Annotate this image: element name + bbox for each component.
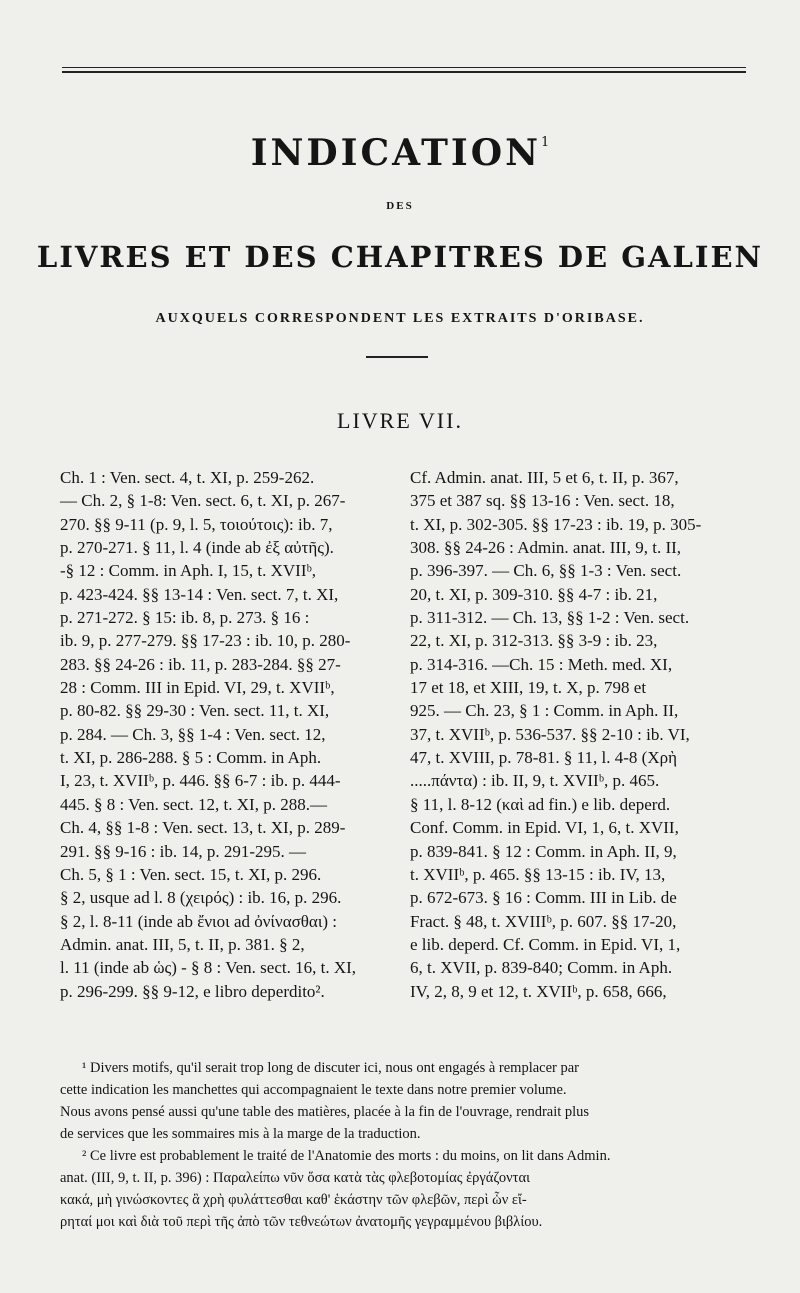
- column-line: Ch. 4, §§ 1-8 : Ven. sect. 13, t. XI, p. 289-: [60, 818, 346, 838]
- column-line: I, 23, t. XVIIᵇ, p. 446. §§ 6-7 : ib. p. 444-: [60, 771, 341, 791]
- footnote-line: cette indication les manchettes qui accompagnaient le texte dans notre premier volume.: [60, 1082, 567, 1098]
- column-line: Ch. 5, § 1 : Ven. sect. 15, t. XI, p. 296.: [60, 864, 322, 884]
- column-line: p. 396-397. — Ch. 6, §§ 1-3 : Ven. sect.: [410, 561, 682, 581]
- column-line: 291. §§ 9-16 : ib. 14, p. 291-295. —: [60, 841, 307, 861]
- column-line: 925. — Ch. 23, § 1 : Comm. in Aph. II,: [410, 701, 679, 721]
- column-line: .....πάντα) : ib. II, 9, t. XVIIᵇ, p. 465.: [410, 771, 660, 791]
- column-line: ib. 9, p. 277-279. §§ 17-23 : ib. 10, p. 280-: [60, 631, 351, 651]
- footnote-line: Nous avons pensé aussi qu'une table des matières, placée à la fin de l'ouvrage, rendrait plus: [60, 1104, 590, 1120]
- footnote-line: ρηταί μοι καὶ διὰ τοῦ περὶ τῆς ἀπὸ τῶν τεθνεώτων ἀνατομῆς γεγραμμένου βιβλίου.: [60, 1214, 543, 1230]
- footnotes: [60, 1057, 750, 1233]
- footnote-line: anat. (III, 9, t. II, p. 396) : Παραλείπω νῦν ὅσα κατὰ τὰς φλεβοτομίας ἐργάζονται: [60, 1170, 530, 1186]
- header-rule-thin: [62, 67, 746, 68]
- column-line: 283. §§ 24-26 : ib. 11, p. 283-284. §§ 27-: [60, 654, 341, 674]
- column-line: 47, t. XVIII, p. 78-81. § 11, l. 4-8 (Χρὴ: [410, 748, 677, 768]
- footnote-line: κακά, μὴ γινώσκοντες ἃ χρὴ φυλάττεσθαι καθ' ἑκάστην τῶν φλεβῶν, περὶ ὧν εἴ-: [60, 1192, 527, 1208]
- title-footnote-marker: 1: [541, 135, 550, 150]
- column-line: Conf. Comm. in Epid. VI, 1, 6, t. XVII,: [410, 818, 679, 838]
- column-line: p. 80-82. §§ 29-30 : Ven. sect. 11, t. XI,: [60, 701, 330, 721]
- column-line: e lib. deperd. Cf. Comm. in Epid. VI, 1,: [410, 934, 681, 954]
- column-line: § 2, l. 8-11 (inde ab ἔνιοι ad ὀνίνασθαι) :: [60, 911, 338, 931]
- column-line: § 2, usque ad l. 8 (χειρός) : ib. 16, p. 296.: [60, 888, 342, 908]
- column-line: -§ 12 : Comm. in Aph. I, 15, t. XVIIᵇ,: [60, 561, 317, 581]
- column-line: Admin. anat. III, 5, t. II, p. 381. § 2,: [60, 934, 305, 954]
- column-line: l. 11 (inde ab ὡς) - § 8 : Ven. sect. 16, t. XI,: [60, 958, 357, 978]
- page-title: [0, 132, 800, 174]
- column-line: p. 271-272. § 15: ib. 8, p. 273. § 16 :: [60, 608, 310, 628]
- column-line: p. 314-316. —Ch. 15 : Meth. med. XI,: [410, 654, 673, 674]
- column-line: p. 672-673. § 16 : Comm. III in Lib. de: [410, 888, 677, 908]
- column-line: 37, t. XVIIᵇ, p. 536-537. §§ 2-10 : ib. VI,: [410, 724, 690, 744]
- column-line: 270. §§ 9-11 (p. 9, l. 5, τοιούτοις): ib. 7,: [60, 514, 333, 534]
- page-subtitle: LIVRES ET DES CHAPITRES DE GALIEN: [36, 240, 764, 274]
- column-line: p. 423-424. §§ 13-14 : Ven. sect. 7, t. XI,: [60, 584, 339, 604]
- column-line: t. XI, p. 302-305. §§ 17-23 : ib. 19, p. 305-: [410, 514, 702, 534]
- column-line: 22, t. XI, p. 312-313. §§ 3-9 : ib. 23,: [410, 631, 658, 651]
- column-line: p. 296-299. §§ 9-12, e libro deperdito².: [60, 981, 325, 1001]
- footnote-line: ¹ Divers motifs, qu'il serait trop long de discuter ici, nous ont engagés à remplacer par: [82, 1060, 580, 1076]
- column-line: p. 284. — Ch. 3, §§ 1-4 : Ven. sect. 12,: [60, 724, 326, 744]
- column-line: Cf. Admin. anat. III, 5 et 6, t. II, p. 367,: [410, 468, 679, 487]
- section-divider: [366, 356, 428, 358]
- column-line: p. 270-271. § 11, l. 4 (inde ab ἐξ αὐτῆς).: [60, 538, 334, 558]
- column-line: 375 et 387 sq. §§ 13-16 : Ven. sect. 18,: [410, 491, 675, 511]
- column-line: § 11, l. 8-12 (καὶ ad fin.) e lib. deperd.: [410, 794, 671, 814]
- column-line: IV, 2, 8, 9 et 12, t. XVIIᵇ, p. 658, 666,: [410, 981, 667, 1001]
- column-line: t. XVIIᵇ, p. 465. §§ 13-15 : ib. IV, 13,: [410, 864, 666, 884]
- column-line: 28 : Comm. III in Epid. VI, 29, t. XVIIᵇ,: [60, 678, 335, 698]
- footnote-line: de services que les sommaires mis à la marge de la traduction.: [60, 1126, 421, 1142]
- column-line: 6, t. XVII, p. 839-840; Comm. in Aph.: [410, 958, 673, 978]
- column-line: Ch. 1 : Ven. sect. 4, t. XI, p. 259-262.: [60, 468, 315, 487]
- section-heading: LIVRE VII.: [337, 408, 463, 433]
- column-line: 20, t. XI, p. 309-310. §§ 4-7 : ib. 21,: [410, 584, 658, 604]
- header-rule-thick: [62, 71, 746, 73]
- column-line: p. 839-841. § 12 : Comm. in Aph. II, 9,: [410, 841, 677, 861]
- column-line: p. 311-312. — Ch. 13, §§ 1-2 : Ven. sect.: [410, 608, 690, 628]
- footnote-line: ² Ce livre est probablement le traité de l'Anatomie des morts : du moins, on lit dans Admin.: [82, 1148, 611, 1164]
- text-column-right: [410, 466, 746, 1003]
- title-connector: DES: [386, 200, 414, 212]
- page-subsubtitle: AUXQUELS CORRESPONDENT LES EXTRAITS D'ORIBASE.: [155, 311, 645, 326]
- text-column-left: [60, 466, 390, 1003]
- column-line: — Ch. 2, § 1-8: Ven. sect. 6, t. XI, p. 267-: [60, 491, 346, 511]
- column-line: 17 et 18, et XIII, 19, t. X, p. 798 et: [410, 678, 647, 698]
- column-line: t. XI, p. 286-288. § 5 : Comm. in Aph.: [60, 748, 322, 768]
- column-line: 308. §§ 24-26 : Admin. anat. III, 9, t. II,: [410, 538, 682, 558]
- title-text: INDICATION: [250, 132, 542, 174]
- column-line: Fract. § 48, t. XVIIIᵇ, p. 607. §§ 17-20,: [410, 911, 677, 931]
- column-line: 445. § 8 : Ven. sect. 12, t. XI, p. 288.—: [60, 794, 327, 814]
